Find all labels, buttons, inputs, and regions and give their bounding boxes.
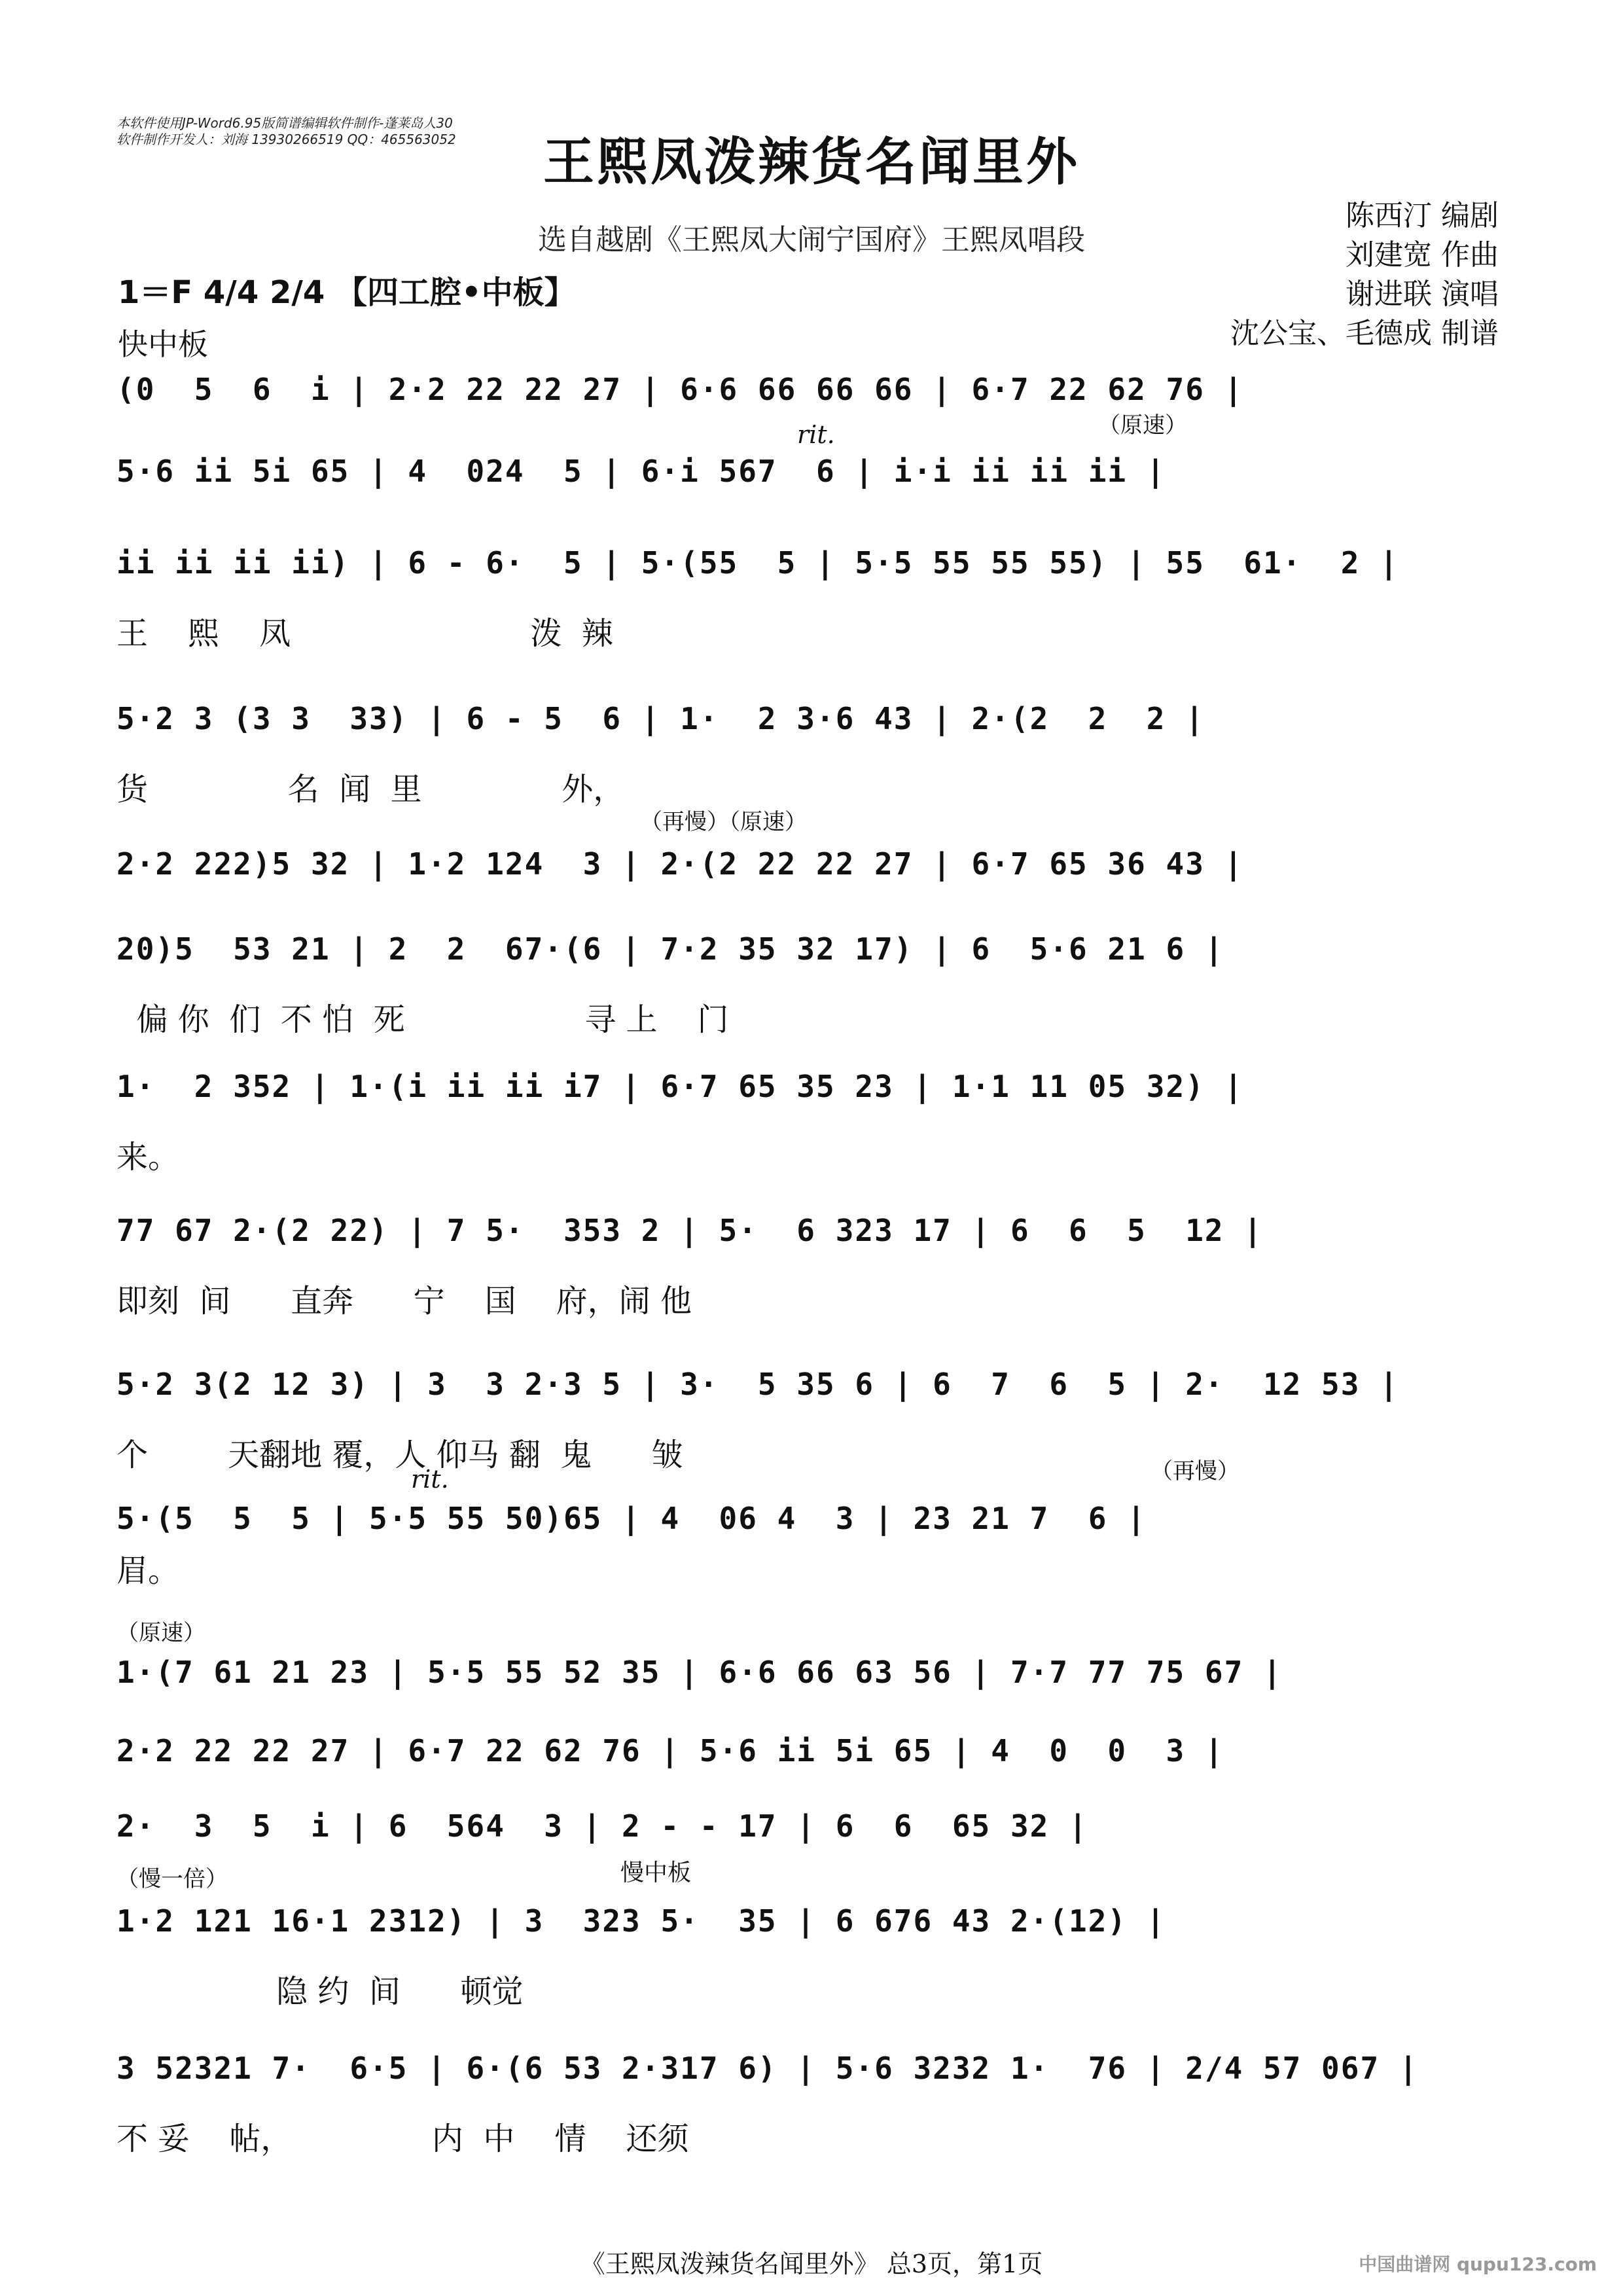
lyrics-line: 货 名 闻 里 外， xyxy=(116,771,625,808)
score-system-14 xyxy=(116,1859,1505,2011)
lyrics-line: 偏 你 们 不 怕 死 寻 上 门 xyxy=(116,1001,729,1038)
notation-line: 1·2 121 16·1 2312) | 3 323 5· 35 | 6 676 43 2·(12) | xyxy=(116,1903,1166,1939)
notation-line: 3 52321 7· 6·5 | 6·(6 53 2·317 6) | 5·6 3232 1· 76 | 2/4 57 067 | xyxy=(116,2051,1419,2086)
notation-line: 1· 2 352 | 1·(i ii ii i7 | 6·7 65 35 23 | 1·1 11 05 32) | xyxy=(116,1069,1244,1104)
notation-line: 5·6 ii 5i 65 | 4 024 5 | 6·i 567 6 | i·i ii ii ii | xyxy=(116,454,1166,489)
lyrics-line: 即刻 间 直奔 宁 国 府，闹 他 xyxy=(116,1283,692,1319)
credit-singer: 谢进联 演唱 xyxy=(1346,278,1499,311)
software-note-line: 软件制作开发人：刘海 13930266519 QQ：465563052 xyxy=(116,132,456,147)
score-system-15 xyxy=(116,2049,1505,2159)
tempo-mark: 慢中板 xyxy=(620,1859,692,1886)
notation-line: 5·2 3(2 12 3) | 3 3 2·3 5 | 3· 5 35 6 | 6 7 6 5 | 2· 12 53 | xyxy=(116,1367,1399,1402)
tempo-mark: rit. xyxy=(411,1465,449,1494)
lyrics-line: 来。 xyxy=(116,1139,180,1175)
lyrics-line: 不 妥 帖， 内 中 情 还须 xyxy=(116,2121,689,2157)
notation-line: ii ii ii ii) | 6 - 6· 5 | 5·(55 5 | 5·5 55 55 55) | 55 61· 2 | xyxy=(116,545,1399,581)
tempo-mark: （原速） xyxy=(116,1620,205,1646)
notation-line: 2· 3 5 i | 6 564 3 | 2 - - 17 | 6 6 65 32 | xyxy=(116,1808,1088,1844)
score-system-8 xyxy=(116,1211,1505,1321)
notation-line: 2·2 22 22 27 | 6·7 22 62 76 | 5·6 ii 5i 65 | 4 0 0 3 | xyxy=(116,1733,1224,1768)
score-system-9 xyxy=(116,1365,1505,1475)
score-system-2 xyxy=(116,412,1505,491)
tempo-mark: （原速） xyxy=(1098,412,1187,439)
score-system-4 xyxy=(116,699,1505,809)
software-note-line: 本软件使用JP-Word6.95版简谱编辑软件制作-蓬莱岛人30 xyxy=(116,115,453,131)
notation-line: 20)5 53 21 | 2 2 67·(6 | 7·2 35 32 17) | 6 5·6 21 6 | xyxy=(116,931,1224,967)
score-system-1 xyxy=(116,370,1505,409)
tempo-mark: （再慢）（原速） xyxy=(640,809,807,835)
score-system-13 xyxy=(116,1806,1505,1846)
score-system-6 xyxy=(116,929,1505,1039)
score-system-11 xyxy=(116,1620,1505,1692)
lyrics-line: 王 熙 凤 泼 辣 xyxy=(116,615,613,652)
score-subtitle: 选自越剧《王熙凤大闹宁国府》王熙凤唱段 xyxy=(538,223,1085,257)
credit-composer: 刘建宽 作曲 xyxy=(1346,238,1499,272)
score-system-12 xyxy=(116,1731,1505,1770)
notation-line: 2·2 222)5 32 | 1·2 124 3 | 2·(2 22 22 27 | 6·7 65 36 43 | xyxy=(116,846,1244,882)
page-footer: 《王熙凤泼辣货名闻里外》 总3页，第1页 xyxy=(580,2250,1043,2278)
tempo-mark: rit. xyxy=(797,420,835,449)
score-system-5 xyxy=(116,809,1505,884)
score-title: 王熙凤泼辣货名闻里外 xyxy=(543,132,1080,192)
lyrics-line: 眉。 xyxy=(116,1552,180,1589)
notation-line: 5·2 3 (3 3 33) | 6 - 5 6 | 1· 2 3·6 43 | 2·(2 2 2 | xyxy=(116,701,1205,736)
score-system-7 xyxy=(116,1067,1505,1177)
tempo-mark: （再慢） xyxy=(1150,1458,1240,1484)
tempo-marking: 快中板 xyxy=(118,327,208,362)
score-system-10 xyxy=(116,1458,1505,1590)
lyrics-line: 个 天翻地 覆，人 仰马 翻 鬼 皱 xyxy=(116,1437,683,1473)
lyrics-line: 隐 约 间 顿觉 xyxy=(116,1973,524,2010)
credit-playwright: 陈西汀 编剧 xyxy=(1346,199,1499,232)
notation-line: (0 5 6 i | 2·2 22 22 27 | 6·6 66 66 66 | 6·7 22 62 76 | xyxy=(116,372,1244,407)
tempo-mark: （慢一倍） xyxy=(116,1866,228,1892)
credit-transcriber: 沈公宝、毛德成 制谱 xyxy=(1230,317,1499,350)
notation-line: 1·(7 61 21 23 | 5·5 55 52 35 | 6·6 66 63 56 | 7·7 77 75 67 | xyxy=(116,1655,1283,1690)
notation-line: 77 67 2·(2 22) | 7 5· 353 2 | 5· 6 323 17 | 6 6 5 12 | xyxy=(116,1213,1263,1248)
notation-line: 5·(5 5 5 | 5·5 55 50)65 | 4 06 4 3 | 23 21 7 6 | xyxy=(116,1501,1147,1536)
key-signature: 1＝F 4/4 2/4 【四工腔•中板】 xyxy=(118,274,576,311)
site-watermark: 中国曲谱网 qupu123.com xyxy=(1359,2253,1597,2275)
credits xyxy=(1230,196,1499,353)
score-system-3 xyxy=(116,543,1505,653)
